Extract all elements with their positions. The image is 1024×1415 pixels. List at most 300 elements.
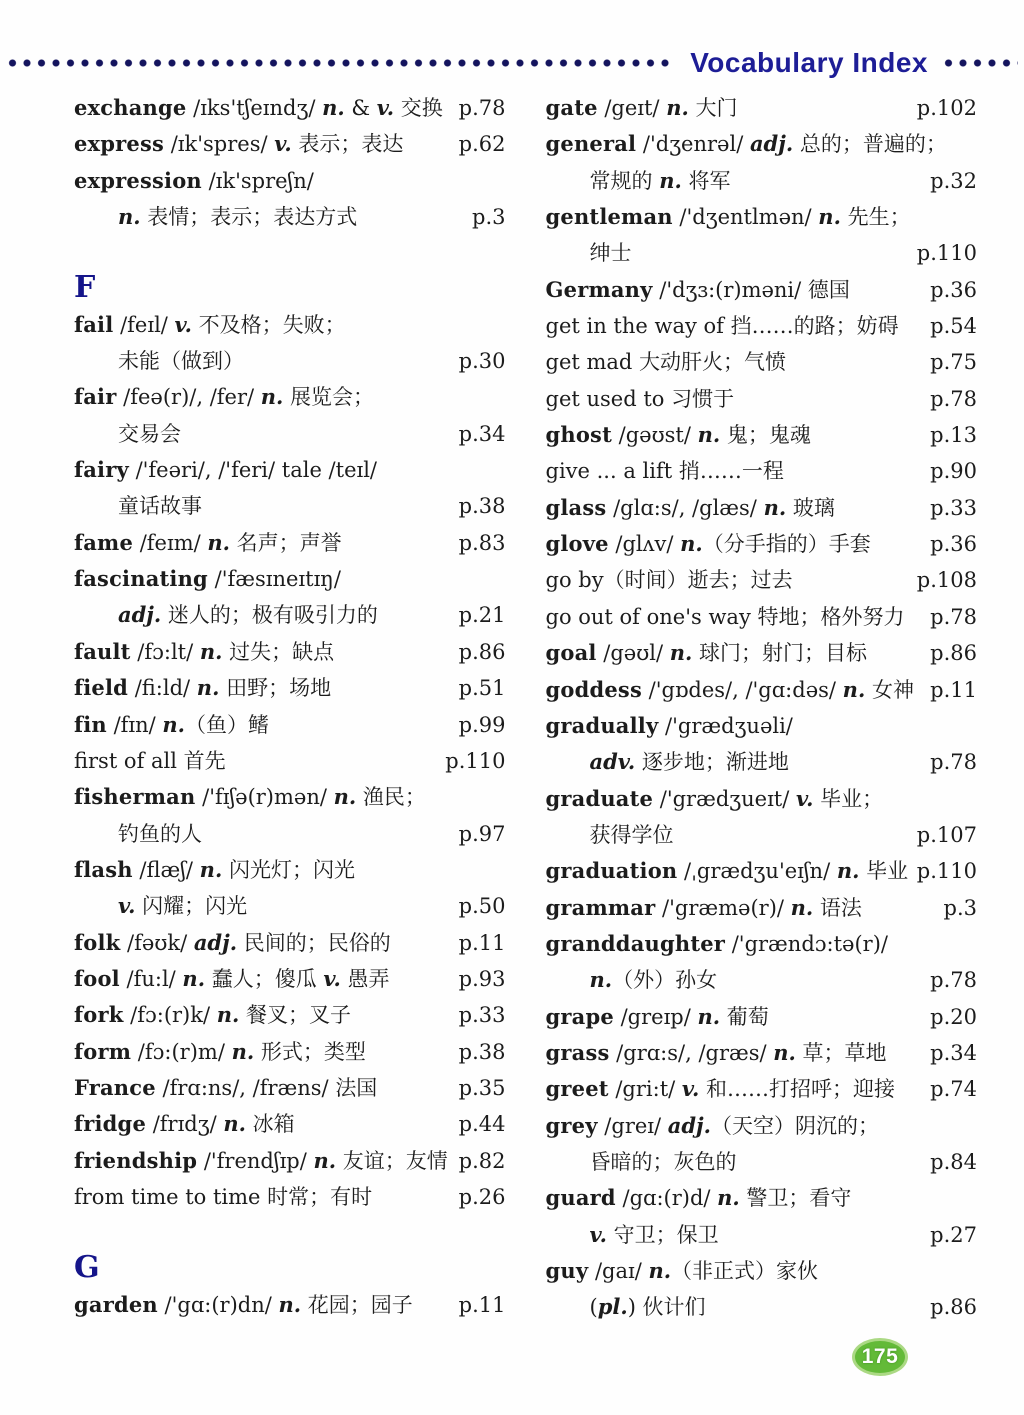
entry-row	[74, 670, 506, 706]
page-ref: p.78	[930, 968, 977, 993]
headword: Germany	[545, 276, 653, 302]
index-column-right	[546, 90, 978, 1326]
page-ref: p.110	[916, 241, 977, 266]
entry-row	[546, 344, 978, 380]
headword: grey	[545, 1112, 598, 1138]
entry-fragment: 常规的	[589, 168, 660, 193]
part-of-speech: pl.	[597, 1294, 628, 1320]
entry-row	[74, 525, 506, 561]
entry-fragment: 将军	[681, 168, 731, 193]
entry-row	[74, 379, 506, 415]
entry-row	[74, 90, 506, 126]
entry-row	[546, 1180, 978, 1216]
page-ref: p.110	[445, 748, 506, 773]
entry-text	[74, 163, 314, 199]
page-ref: p.86	[930, 1295, 977, 1320]
page-ref: p.78	[930, 750, 977, 775]
headword: field	[74, 675, 129, 701]
entry-fragment: 表示；表达	[291, 132, 404, 157]
headword: fail	[74, 311, 114, 337]
entry-fragment: /ˌgrædʒu'eɪʃn/	[677, 859, 837, 884]
page-ref: p.83	[458, 530, 506, 555]
part-of-speech: n.	[773, 1039, 796, 1065]
entry-row	[546, 453, 978, 489]
entry-text	[118, 199, 357, 235]
part-of-speech: v.	[274, 131, 292, 157]
entry-text	[118, 597, 378, 633]
entry-fragment: /fɔ:lt/	[130, 639, 200, 664]
entry-fragment: /ɪk'spres/	[164, 132, 275, 157]
entry-row	[546, 1035, 978, 1071]
page-ref: p.110	[916, 859, 977, 884]
entry-fragment: 冰箱	[245, 1112, 295, 1137]
page-ref: p.108	[916, 568, 977, 593]
entry-fragment: 田野；场地	[219, 676, 332, 701]
entry-fragment: 警卫；看守	[739, 1186, 852, 1211]
index-columns	[0, 80, 1024, 1326]
entry-text	[590, 817, 674, 853]
entry-row	[74, 1106, 506, 1142]
headword: fascinating	[74, 566, 208, 592]
headword: fisherman	[74, 784, 196, 810]
part-of-speech: adj.	[118, 602, 162, 628]
page-ref: p.54	[930, 314, 977, 339]
headword: grammar	[545, 894, 656, 920]
entry-text	[74, 961, 389, 997]
entry-text	[546, 708, 793, 744]
entry-continuation-row	[546, 163, 978, 199]
entry-fragment: /fəʊk/	[120, 930, 194, 955]
part-of-speech: n.	[182, 965, 206, 991]
entry-text	[590, 1144, 737, 1180]
entry-text	[590, 163, 731, 199]
headword: fork	[74, 1002, 124, 1028]
entry-fragment: (	[589, 1295, 598, 1320]
entry-text	[74, 1287, 413, 1323]
part-of-speech: v.	[589, 1221, 607, 1247]
part-of-speech: n.	[790, 894, 814, 920]
headword: glove	[545, 531, 609, 557]
part-of-speech: adj.	[193, 929, 238, 955]
entry-fragment: /'dʒentlmən/	[672, 205, 819, 230]
headword: graduation	[545, 858, 678, 884]
page-ref: p.34	[930, 1040, 977, 1065]
entry-fragment: 展览会；	[283, 385, 375, 410]
page-ref: p.50	[458, 894, 506, 919]
entry-text	[546, 126, 947, 162]
entry-fragment: 蠢人；傻瓜	[205, 966, 324, 991]
entry-text	[546, 199, 911, 235]
entry-text	[546, 344, 787, 380]
part-of-speech: n.	[313, 1147, 337, 1173]
entry-text	[74, 1143, 448, 1179]
entry-text	[590, 744, 789, 780]
entry-text	[546, 1108, 879, 1144]
entry-text	[546, 490, 835, 526]
part-of-speech: v.	[376, 95, 395, 120]
entry-fragment: 过失；缺点	[222, 639, 335, 664]
page-ref: p.38	[458, 1039, 506, 1064]
part-of-speech: n.	[196, 675, 220, 701]
part-of-speech: v.	[795, 785, 814, 811]
headword: fame	[74, 529, 134, 555]
entry-text	[546, 308, 899, 344]
page-ref: p.33	[458, 1003, 506, 1028]
entry-row	[546, 1253, 978, 1289]
part-of-speech: n.	[322, 95, 345, 120]
entry-text	[590, 962, 718, 998]
entry-text	[546, 926, 888, 962]
entry-text	[118, 343, 244, 379]
entry-text	[546, 999, 769, 1035]
part-of-speech: n.	[278, 1291, 302, 1317]
entry-row	[74, 852, 506, 888]
entry-row	[546, 672, 978, 708]
part-of-speech: n.	[818, 204, 841, 230]
entry-fragment: /'dʒɜ:(r)məni/ 德国	[652, 277, 850, 302]
headword: general	[545, 131, 637, 157]
entry-fragment: /fɔ:(r)k/	[123, 1003, 217, 1028]
entry-row	[74, 1143, 506, 1179]
page-ref: p.13	[930, 423, 977, 448]
page-header	[0, 0, 1024, 80]
entry-row	[546, 308, 978, 344]
entry-row	[74, 961, 506, 997]
entry-fragment: ) 伙计们	[627, 1295, 706, 1320]
entry-fragment: 昏暗的；灰色的	[589, 1149, 737, 1174]
entry-fragment: give ... a lift 捎……一程	[545, 459, 784, 484]
entry-fragment: /'fæsɪneɪtɪŋ/	[207, 567, 341, 592]
entry-row	[546, 126, 978, 162]
entry-text	[546, 1071, 895, 1107]
entry-fragment: /gri:t/	[608, 1077, 682, 1102]
headword: folk	[74, 929, 121, 955]
headword: graduate	[545, 785, 654, 811]
entry-row	[74, 779, 506, 815]
entry-row	[546, 999, 978, 1035]
entry-text	[546, 562, 793, 598]
entry-row	[74, 743, 506, 779]
page-ref: p.78	[930, 386, 977, 411]
entry-text	[118, 488, 202, 524]
entry-text	[74, 997, 351, 1033]
part-of-speech: n.	[836, 858, 860, 884]
entry-text	[74, 1070, 377, 1106]
entry-row	[74, 126, 506, 162]
entry-fragment: 童话故事	[118, 494, 202, 519]
headword: fin	[74, 711, 107, 737]
page-ref: p.11	[458, 1292, 506, 1317]
part-of-speech: n.	[669, 640, 693, 666]
entry-fragment: &	[344, 96, 377, 120]
page-ref: p.21	[458, 603, 506, 628]
entry-fragment: get mad 大动肝火；气愤	[545, 350, 787, 375]
part-of-speech: n.	[231, 1038, 255, 1064]
part-of-speech: n.	[333, 784, 357, 810]
entry-fragment: first of all 首先	[74, 748, 226, 773]
entry-fragment: /'fɪʃə(r)mən/	[195, 785, 334, 810]
headword: gate	[545, 95, 598, 120]
page-title: Vocabulary Index	[690, 47, 928, 78]
entry-row	[546, 90, 978, 126]
entry-fragment: 交易会	[118, 421, 181, 446]
page-ref: p.86	[930, 641, 977, 666]
entry-fragment: /flæʃ/	[132, 857, 200, 882]
entry-fragment: /fi:ld/	[128, 676, 197, 701]
page-ref: p.51	[458, 676, 506, 701]
entry-text	[590, 1289, 706, 1325]
headword: fair	[74, 384, 117, 410]
entry-continuation-row	[546, 1144, 978, 1180]
entry-row	[546, 490, 978, 526]
page-ref: p.38	[458, 494, 506, 519]
entry-continuation-row	[74, 488, 506, 524]
entry-text	[546, 1180, 852, 1216]
entry-fragment: /ɪks'tʃeɪndʒ/	[186, 96, 323, 120]
entry-text	[74, 779, 426, 815]
entry-text	[74, 707, 269, 743]
entry-text	[546, 417, 811, 453]
entry-fragment: 球门；射门；目标	[692, 641, 867, 666]
entry-fragment: /fɪn/	[106, 712, 163, 737]
part-of-speech: n.	[697, 1003, 721, 1029]
part-of-speech: n.	[666, 95, 689, 120]
entry-fragment: /fu:l/	[119, 966, 183, 991]
entry-fragment: （分手指的）手套	[702, 532, 871, 557]
page-ref: p.11	[930, 677, 977, 702]
headword: gentleman	[545, 204, 673, 230]
entry-continuation-row	[546, 817, 978, 853]
part-of-speech: n.	[199, 856, 223, 882]
entry-fragment: /gaɪ/	[588, 1259, 649, 1283]
entry-text	[118, 816, 202, 852]
page-ref: p.78	[930, 604, 977, 629]
headword: guy	[545, 1258, 589, 1283]
page-ref: p.97	[458, 821, 506, 846]
headword: garden	[74, 1291, 158, 1317]
entry-text	[74, 670, 331, 706]
entry-fragment: 闪光灯；闪光	[222, 857, 355, 882]
entry-text	[74, 925, 391, 961]
entry-continuation-row	[74, 416, 506, 452]
page-ref: p.11	[458, 930, 506, 955]
entry-fragment: 形式；类型	[254, 1039, 366, 1064]
headword: flash	[74, 856, 133, 882]
part-of-speech: n.	[118, 204, 141, 230]
entry-text	[546, 272, 850, 308]
page-ref: p.36	[930, 532, 977, 557]
entry-fragment: /frɑ:ns/, /fræns/ 法国	[155, 1075, 378, 1100]
entry-continuation-row	[74, 343, 506, 379]
headword: express	[74, 131, 165, 157]
entry-text	[74, 452, 377, 488]
page-ref: p.44	[458, 1112, 506, 1137]
entry-fragment: 玻璃	[786, 495, 835, 520]
entry-fragment: （天空）阴沉的；	[710, 1113, 879, 1138]
entry-row	[546, 526, 978, 562]
entry-fragment: （鱼）鳍	[185, 712, 269, 737]
part-of-speech: n.	[216, 1002, 240, 1028]
entry-fragment: /glʌv/	[608, 532, 681, 557]
headword: greet	[545, 1076, 609, 1102]
part-of-speech: n.	[162, 711, 185, 737]
page-number-badge: 175	[852, 1338, 908, 1376]
entry-text	[118, 416, 181, 452]
entry-text	[546, 381, 735, 417]
entry-fragment: /feə(r)/, /fer/	[116, 385, 261, 410]
entry-fragment: from time to time 时常；有时	[74, 1184, 373, 1209]
entry-fragment: 表情；表示；表达方式	[140, 205, 358, 230]
part-of-speech: adv.	[589, 749, 636, 775]
entry-fragment: /'dʒenrəl/	[636, 132, 750, 157]
entry-fragment: 大门	[688, 96, 738, 120]
headword: glass	[545, 494, 607, 520]
entry-row	[546, 272, 978, 308]
part-of-speech: n.	[697, 422, 721, 448]
entry-row	[546, 1108, 978, 1144]
entry-fragment: 先生；	[840, 205, 911, 230]
headword: granddaughter	[545, 930, 726, 956]
page-ref: p.102	[916, 96, 977, 120]
entry-fragment: （非正式）家伙	[671, 1259, 819, 1283]
part-of-speech: n.	[207, 529, 230, 555]
page-ref: p.3	[943, 895, 977, 920]
page-ref: p.93	[458, 966, 506, 991]
entry-fragment: /greɪp/	[613, 1004, 698, 1029]
entry-fragment: /'gɑ:(r)dn/	[157, 1292, 279, 1317]
entry-row	[74, 997, 506, 1033]
page-ref: p.74	[930, 1077, 977, 1102]
page-ref: p.34	[458, 421, 506, 446]
page-ref: p.35	[458, 1075, 506, 1100]
entry-continuation-row	[74, 597, 506, 633]
entry-text	[546, 599, 905, 635]
entry-text	[74, 743, 226, 779]
entry-row	[546, 890, 978, 926]
entry-fragment: 餐叉；叉子	[239, 1003, 352, 1028]
entry-text	[74, 126, 403, 162]
section-letter-f: F	[74, 270, 96, 306]
index-column-left	[74, 90, 506, 1326]
page-ref: p.36	[930, 277, 977, 302]
page-ref: p.3	[472, 205, 506, 230]
entry-fragment: /'grændɔ:tə(r)/	[725, 931, 888, 956]
entry-fragment: /'grædʒuəli/	[658, 713, 793, 738]
entry-fragment: 名声；声誉	[229, 530, 342, 555]
entry-text	[74, 1179, 372, 1215]
entry-fragment: 愚弄	[340, 966, 390, 991]
page-ref: p.30	[458, 349, 506, 374]
entry-fragment: 友谊；友情	[336, 1148, 448, 1173]
headword: France	[74, 1074, 156, 1100]
part-of-speech: n.	[223, 1111, 246, 1137]
headword: form	[74, 1038, 132, 1064]
entry-fragment: /grɑ:s/, /græs/	[609, 1040, 774, 1065]
page-ref: p.33	[930, 495, 977, 520]
entry-fragment: 女神	[865, 677, 914, 702]
entry-fragment: 渔民；	[356, 785, 426, 810]
entry-text	[590, 1217, 719, 1253]
entry-row	[74, 307, 506, 343]
part-of-speech: n.	[842, 676, 866, 702]
part-of-speech: n.	[717, 1185, 740, 1211]
entry-fragment: /glɑ:s/, /glæs/	[606, 495, 764, 520]
entry-text	[74, 561, 341, 597]
entry-fragment: /gəʊst/	[611, 423, 698, 448]
entry-text	[118, 888, 247, 924]
entry-fragment: 不及格；失败；	[191, 312, 346, 337]
entry-fragment: /'frendʃɪp/	[197, 1148, 314, 1173]
entry-fragment: /gɑ:(r)d/	[615, 1186, 718, 1211]
page-ref: p.82	[458, 1148, 506, 1173]
entry-fragment: /feɪm/	[133, 530, 208, 555]
entry-continuation-row	[74, 888, 506, 924]
entry-fragment: /'græmə(r)/	[655, 895, 791, 920]
page-ref: p.78	[458, 96, 506, 120]
entry-text	[74, 379, 374, 415]
part-of-speech: n.	[199, 638, 223, 664]
entry-text	[546, 1035, 887, 1071]
entry-fragment: 闪耀；闪光	[135, 894, 248, 919]
entry-fragment: 草；草地	[795, 1040, 887, 1065]
headword: guard	[545, 1185, 616, 1211]
entry-fragment: 逐步地；渐进地	[635, 750, 789, 775]
entry-row	[74, 707, 506, 743]
entry-fragment: 毕业；	[813, 786, 884, 811]
entry-continuation-row	[546, 744, 978, 780]
entry-fragment: /ɪk'spreʃn/	[201, 168, 314, 193]
entry-continuation-row	[546, 1289, 978, 1325]
entry-row	[74, 1287, 506, 1323]
part-of-speech: n.	[648, 1258, 672, 1283]
headword: ghost	[545, 422, 612, 448]
entry-row	[546, 781, 978, 817]
entry-fragment: 葡萄	[720, 1004, 769, 1029]
entry-row	[74, 634, 506, 670]
entry-row	[546, 599, 978, 635]
entry-fragment: 民间的；民俗的	[237, 930, 391, 955]
entry-row	[74, 1179, 506, 1215]
entry-fragment: 总的；普遍的；	[793, 132, 947, 157]
entry-row	[74, 925, 506, 961]
entry-text	[546, 672, 914, 708]
entry-fragment: go by（时间）逝去；过去	[545, 568, 793, 593]
entry-fragment: /'feəri/, /'feri/ tale /teɪl/	[128, 458, 378, 483]
entry-text	[74, 852, 355, 888]
entry-continuation-row	[546, 235, 978, 271]
part-of-speech: n.	[260, 384, 284, 410]
entry-text	[546, 1253, 819, 1289]
entry-text	[74, 1106, 295, 1142]
entry-fragment: /frɪdʒ/	[146, 1112, 224, 1137]
entry-continuation-row	[546, 1217, 978, 1253]
dotted-rule-left	[8, 58, 672, 68]
entry-fragment: 花园；园子	[301, 1292, 413, 1317]
entry-fragment: 交换	[394, 96, 443, 120]
entry-row	[546, 1071, 978, 1107]
headword: expression	[74, 167, 202, 193]
entry-row	[546, 381, 978, 417]
entry-text	[74, 90, 443, 126]
headword: goddess	[545, 676, 642, 702]
entry-row	[74, 561, 506, 597]
part-of-speech: adj.	[749, 131, 794, 157]
entry-fragment: /feɪl/	[113, 312, 175, 337]
headword: grass	[545, 1039, 610, 1065]
headword: exchange	[74, 95, 187, 120]
entry-fragment: get in the way of 挡……的路；妨碍	[545, 314, 899, 339]
part-of-speech: adj.	[667, 1112, 711, 1138]
